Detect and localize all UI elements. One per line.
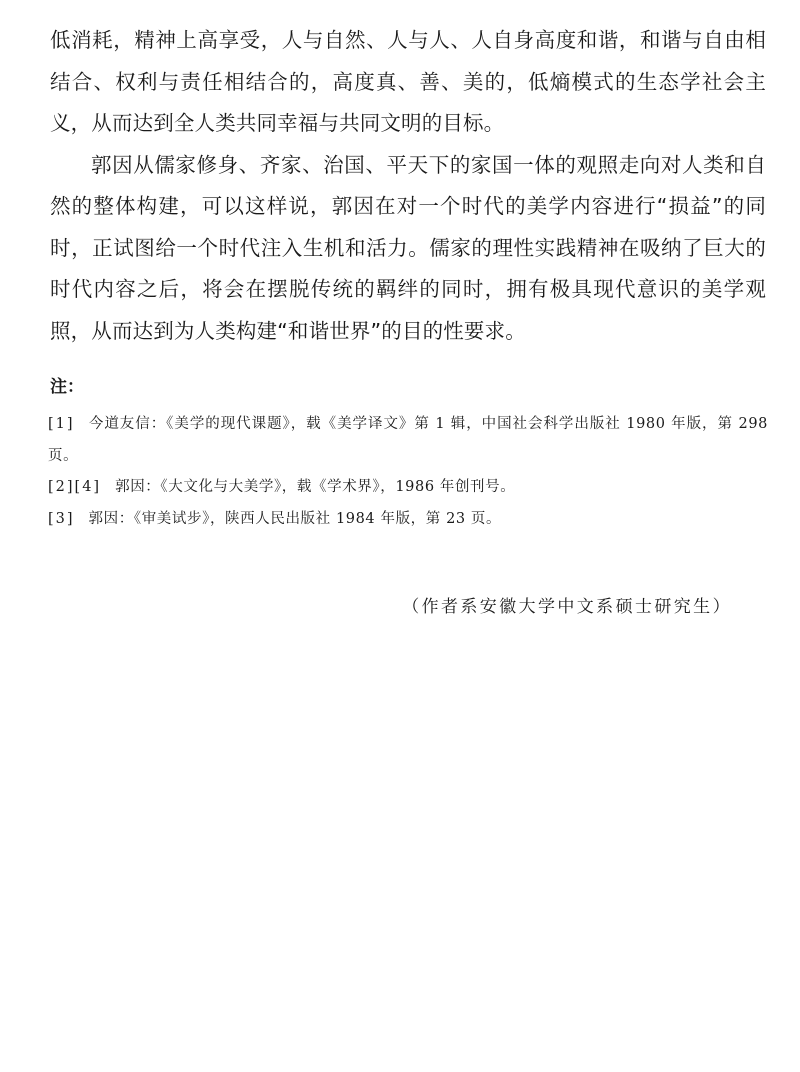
body-text [50,20,766,352]
notes-heading: 注： [50,377,84,397]
note-mark: [1] [48,416,75,432]
note-text: 今道友信：《美学的现代课题》，载《美学译文》第 1 辑，中国社会科学出版社 1980 年版，第 298 页。 [48,416,768,464]
note-text: 郭因：《审美试步》，陕西人民出版社 1984 年版，第 23 页。 [88,510,502,527]
author-note: （作者系安徽大学中文系硕士研究生） [402,597,732,617]
paragraph-guo-yin: 郭因从儒家修身、齐家、治国、平天下的家国一体的观照走向对人类和自然的整体构建，可以这样说，郭因在对一个时代的美学内容进行“损益”的同时，正试图给一个时代注入生机和活力。儒家的理性实践精神在吸纳了巨大的时代内容之后，将会在摆脱传统的羁绊的同时，拥有极具现代意识的美学观照，从而达到为人类构建“和谐世界”的目的性要求。 [50,152,766,343]
note-mark: [3] [48,510,75,527]
note-mark: [2][4] [48,479,102,495]
note-item [48,472,768,504]
note-text: 郭因：《大文化与大美学》，载《学术界》，1986 年创刊号。 [115,479,516,495]
note-item [48,504,768,536]
note-item [48,409,768,472]
notes-list [48,409,768,535]
paragraph-continued: 低消耗，精神上高享受，人与自然、人与人、人自身高度和谐，和谐与自由相结合、权利与责任相结合的，高度真、善、美的，低熵模式的生态学社会主义，从而达到全人类共同幸福与共同文明的目标。 [50,28,766,135]
